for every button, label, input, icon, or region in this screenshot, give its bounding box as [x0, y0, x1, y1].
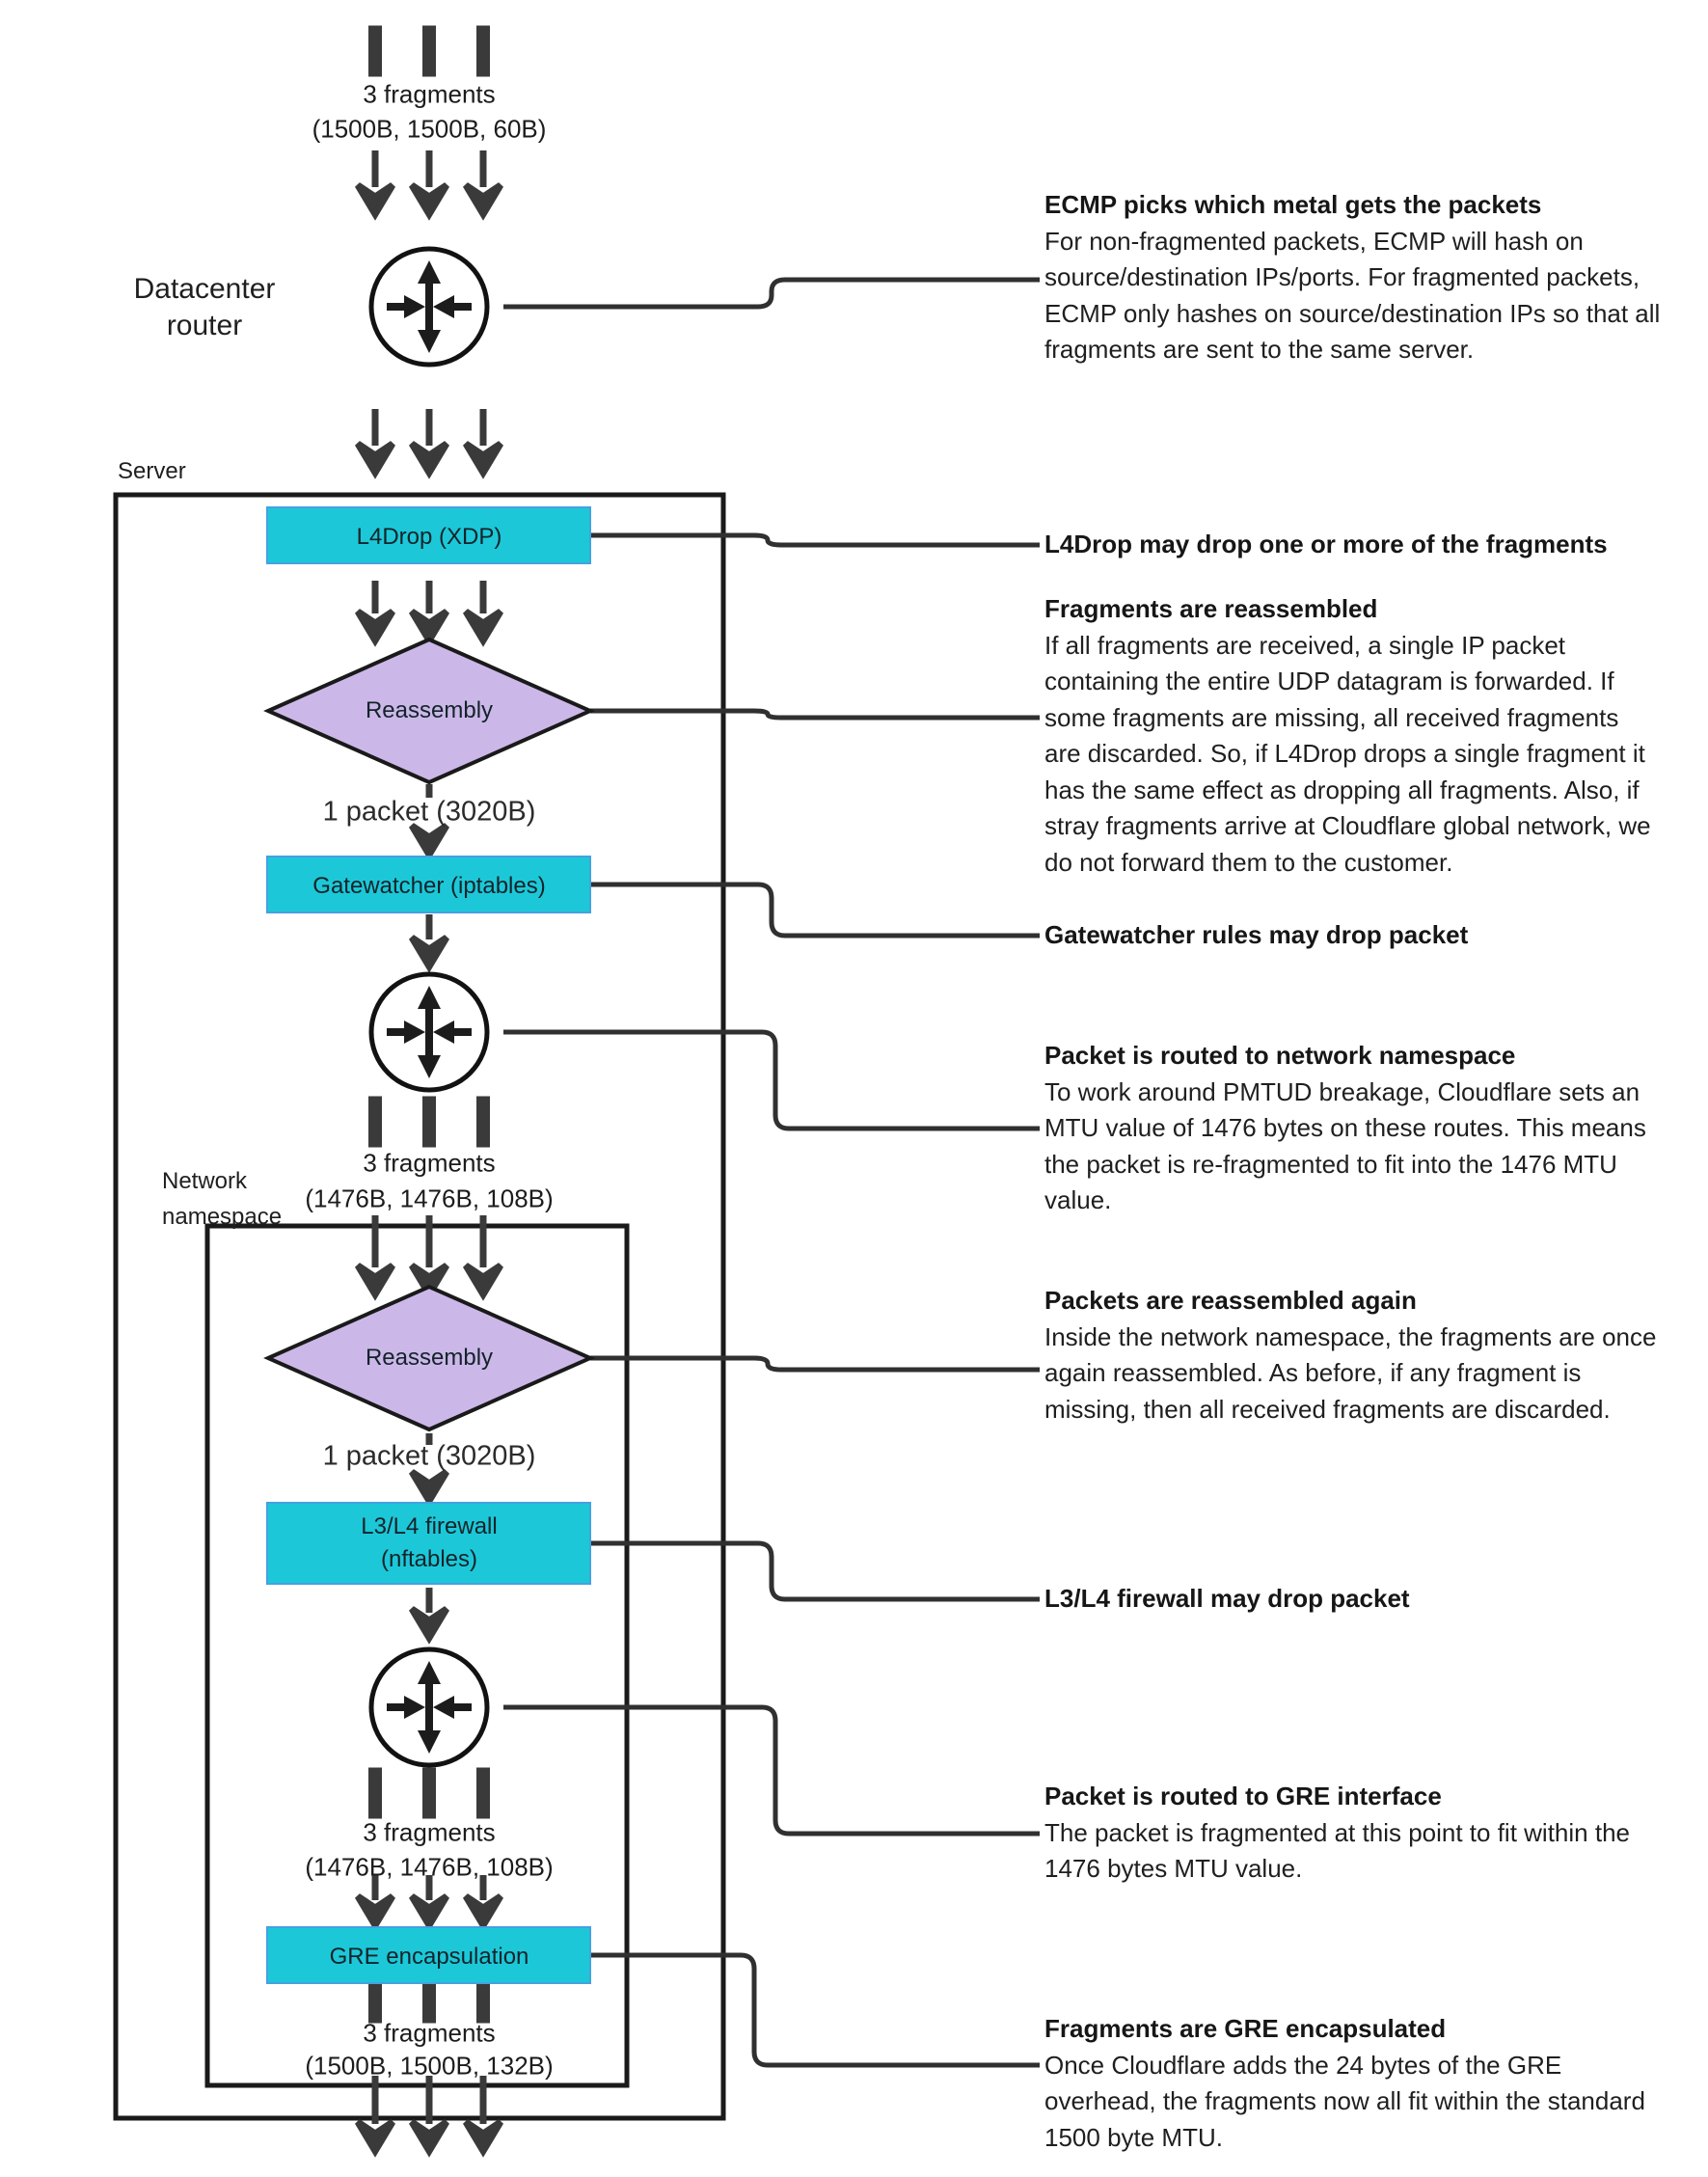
connector-gre-route — [503, 1707, 1040, 1834]
fragment-ticks-low-icon — [372, 1771, 487, 1815]
annotation-line: To work around PMTUD breakage, Cloudflare sets an — [1044, 1076, 1640, 1106]
fragment-ticks-mid-icon — [372, 1100, 487, 1144]
annotation-title: L3/L4 firewall may drop packet — [1044, 1584, 1410, 1613]
connector-gre-encap — [590, 1955, 1040, 2065]
network-namespace-label — [162, 1163, 282, 1235]
packet-2-label: 1 packet (3020B) — [322, 1440, 536, 1472]
annotation-gre-encapsulated — [1044, 2011, 1645, 2156]
connector-ecmp — [503, 280, 1040, 307]
annotation-line: value. — [1044, 1185, 1112, 1214]
connector-l4drop — [590, 535, 1040, 545]
annotation-line: do not forward them to the customer. — [1044, 847, 1453, 877]
annotation-l3l4 — [1044, 1581, 1410, 1618]
low-fragments-sizes: (1476B, 1476B, 108B) — [305, 1852, 554, 1882]
down-arrows-into-gre-icon — [358, 1875, 501, 1925]
router-node-icon — [371, 249, 487, 365]
network-namespace-line1: Network — [162, 1168, 248, 1194]
low-fragments-count: 3 fragments — [363, 1817, 496, 1847]
connector-reassembly-2 — [590, 1358, 1040, 1370]
gatewatcher-label: Gatewatcher (iptables) — [312, 873, 546, 899]
annotation-title: Gatewatcher rules may drop packet — [1044, 920, 1469, 949]
datacenter-router-line2: router — [166, 310, 243, 341]
annotation-line: Once Cloudflare adds the 24 bytes of the GRE — [1044, 2050, 1562, 2080]
connector-gatewatcher — [590, 884, 1040, 936]
annotation-l4drop — [1044, 527, 1608, 563]
reassembly-2-label: Reassembly — [365, 1345, 494, 1371]
annotation-title: Packet is routed to GRE interface — [1044, 1782, 1442, 1810]
top-fragments-sizes: (1500B, 1500B, 60B) — [312, 114, 547, 144]
l3l4-firewall-label — [361, 1510, 497, 1576]
annotation-line: The packet is fragmented at this point to fit within the — [1044, 1817, 1630, 1847]
annotation-line: the packet is re-fragmented to fit into the 1476 MTU — [1044, 1149, 1617, 1179]
network-namespace-line2: namespace — [162, 1204, 283, 1230]
annotation-line: missing, then all received fragments are discarded. — [1044, 1394, 1611, 1424]
annotation-line: If all fragments are received, a single IP packet — [1044, 630, 1566, 660]
annotation-line: some fragments are missing, all received fragments — [1044, 702, 1619, 732]
connector-ns-route — [503, 1032, 1040, 1129]
annotation-line: ECMP only hashes on source/destination IPs so that all — [1044, 298, 1661, 328]
annotation-reassembled-again — [1044, 1283, 1656, 1428]
gre-encapsulation-label: GRE encapsulation — [329, 1944, 529, 1970]
down-arrows-into-server-icon — [358, 409, 501, 473]
fragment-ticks-top-icon — [372, 29, 487, 73]
annotation-title: Fragments are reassembled — [1044, 594, 1378, 623]
down-arrows-into-router-icon — [358, 150, 501, 214]
routing-node-mid-icon — [371, 974, 487, 1090]
down-arrow-to-routing-icon — [412, 914, 447, 966]
annotation-line: again reassembled. As before, if any fragment is — [1044, 1358, 1582, 1387]
annotation-gatewatcher — [1044, 917, 1468, 954]
annotation-title: ECMP picks which metal gets the packets — [1044, 190, 1542, 219]
annotation-title: Packets are reassembled again — [1044, 1286, 1417, 1315]
annotation-line: are discarded. So, if L4Drop drops a single fragment it — [1044, 739, 1645, 768]
annotation-line: 1500 byte MTU. — [1044, 2122, 1223, 2152]
l4drop-label: L4Drop (XDP) — [356, 524, 502, 550]
annotation-line: source/destination IPs/ports. For fragmented packets, — [1044, 262, 1640, 291]
mid-fragments-count: 3 fragments — [363, 1148, 496, 1178]
connector-reassembly-1 — [590, 711, 1040, 718]
down-arrows-to-reassembly-icon — [358, 581, 501, 640]
annotation-line: 1476 bytes MTU value. — [1044, 1854, 1303, 1883]
connector-l3l4 — [590, 1543, 1040, 1599]
annotation-title: Fragments are GRE encapsulated — [1044, 2014, 1447, 2043]
reassembly-1-label: Reassembly — [365, 697, 494, 723]
annotation-gre-interface — [1044, 1779, 1630, 1888]
annotation-line: Inside the network namespace, the fragments are once — [1044, 1321, 1657, 1351]
down-arrow-to-gre-routing-icon — [412, 1588, 447, 1638]
fragment-ticks-out-icon — [372, 1987, 487, 2020]
annotation-title: L4Drop may drop one or more of the fragments — [1044, 530, 1608, 558]
datacenter-router-label — [134, 271, 276, 344]
out-fragments-sizes: (1500B, 1500B, 132B) — [305, 2051, 554, 2081]
mid-fragments-sizes: (1476B, 1476B, 108B) — [305, 1184, 554, 1213]
routing-node-low-icon — [371, 1649, 487, 1765]
annotation-line: containing the entire UDP datagram is forwarded. If — [1044, 667, 1614, 695]
annotation-ecmp — [1044, 187, 1660, 368]
annotation-line: stray fragments arrive at Cloudflare global network, we — [1044, 811, 1651, 840]
server-label: Server — [118, 458, 186, 484]
annotation-line: has the same effect as dropping all fragments. Also, if — [1044, 775, 1640, 804]
top-fragments-count: 3 fragments — [363, 79, 496, 109]
packet-1-label: 1 packet (3020B) — [322, 796, 536, 828]
annotation-line: fragments are sent to the same server. — [1044, 335, 1475, 364]
annotation-fragments-reassembled — [1044, 591, 1651, 881]
annotation-line: overhead, the fragments now all fit within the standard — [1044, 2086, 1645, 2115]
annotation-routed-namespace — [1044, 1038, 1646, 1219]
annotation-title: Packet is routed to network namespace — [1044, 1041, 1516, 1070]
l3l4-firewall-line2: (nftables) — [380, 1546, 478, 1572]
annotation-line: For non-fragmented packets, ECMP will hash on — [1044, 226, 1584, 256]
annotation-line: MTU value of 1476 bytes on these routes. This means — [1044, 1113, 1646, 1142]
l3l4-firewall-line1: L3/L4 firewall — [361, 1513, 498, 1539]
out-fragments-count: 3 fragments — [363, 2018, 496, 2048]
datacenter-router-line1: Datacenter — [133, 273, 276, 305]
